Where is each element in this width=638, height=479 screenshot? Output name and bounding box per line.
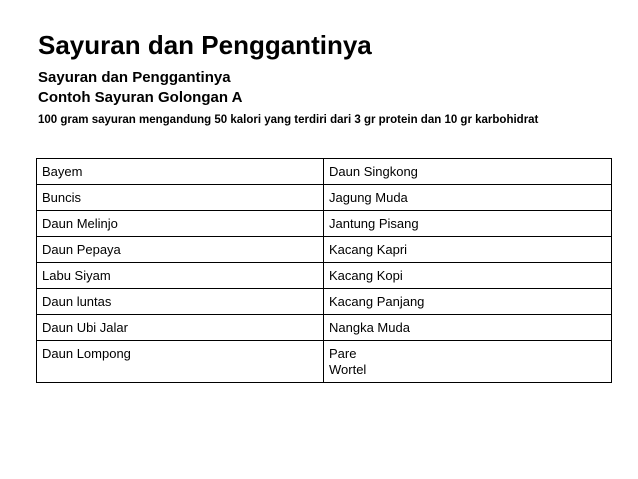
nutrition-note: 100 gram sayuran mengandung 50 kalori yang terdiri dari 3 gr protein dan 10 gr karbohidrat <box>38 114 539 126</box>
table-row <box>37 341 612 383</box>
substitute-vegetable-name: Jantung Pisang <box>329 216 419 231</box>
table-row <box>37 237 612 263</box>
vegetable-name: Labu Siyam <box>42 268 111 283</box>
substitute-vegetable-name: Kacang Kopi <box>329 268 403 283</box>
vegetable-cell <box>37 237 324 263</box>
vegetable-cell <box>37 211 324 237</box>
vegetable-cell <box>37 263 324 289</box>
vegetable-name: Daun Pepaya <box>42 242 121 257</box>
vegetable-cell <box>37 289 324 315</box>
slide-subtitle: Sayuran dan Penggantinya <box>38 69 231 86</box>
table-row <box>37 159 612 185</box>
substitute-vegetable-name: Kacang Panjang <box>329 294 425 309</box>
table-row <box>37 185 612 211</box>
substitute-vegetable-cell <box>324 185 612 211</box>
table-row <box>37 289 612 315</box>
substitute-vegetable-cell <box>324 315 612 341</box>
substitute-vegetable-cell <box>324 341 612 383</box>
substitute-vegetable-name: Nangka Muda <box>329 320 410 335</box>
substitute-vegetable-name: Kacang Kapri <box>329 242 408 257</box>
table-row <box>37 211 612 237</box>
vegetable-name: Bayem <box>42 164 83 179</box>
vegetable-name: Daun Lompong <box>42 346 131 361</box>
vegetable-cell <box>37 315 324 341</box>
substitute-vegetable-name: Wortel <box>329 362 367 377</box>
vegetable-substitution-table <box>36 158 612 383</box>
vegetable-name: Daun luntas <box>42 294 112 309</box>
vegetable-cell <box>37 185 324 211</box>
vegetable-name: Buncis <box>42 190 82 205</box>
substitute-vegetable-cell <box>324 211 612 237</box>
substitute-vegetable-name: Daun Singkong <box>329 164 418 179</box>
table-row <box>37 315 612 341</box>
vegetable-cell <box>37 341 324 383</box>
vegetable-cell <box>37 159 324 185</box>
substitute-vegetable-name: Jagung Muda <box>329 190 408 205</box>
substitute-vegetable-cell <box>324 237 612 263</box>
vegetable-table-body <box>37 159 612 383</box>
vegetable-category-heading: Contoh Sayuran Golongan A <box>38 89 243 106</box>
substitute-vegetable-name: Pare <box>329 346 357 361</box>
substitute-vegetable-cell <box>324 289 612 315</box>
substitute-vegetable-cell <box>324 159 612 185</box>
substitute-vegetable-cell <box>324 263 612 289</box>
vegetable-name: Daun Ubi Jalar <box>42 320 128 335</box>
vegetable-name: Daun Melinjo <box>42 216 118 231</box>
table-row <box>37 263 612 289</box>
slide-title: Sayuran dan Penggantinya <box>38 30 372 60</box>
